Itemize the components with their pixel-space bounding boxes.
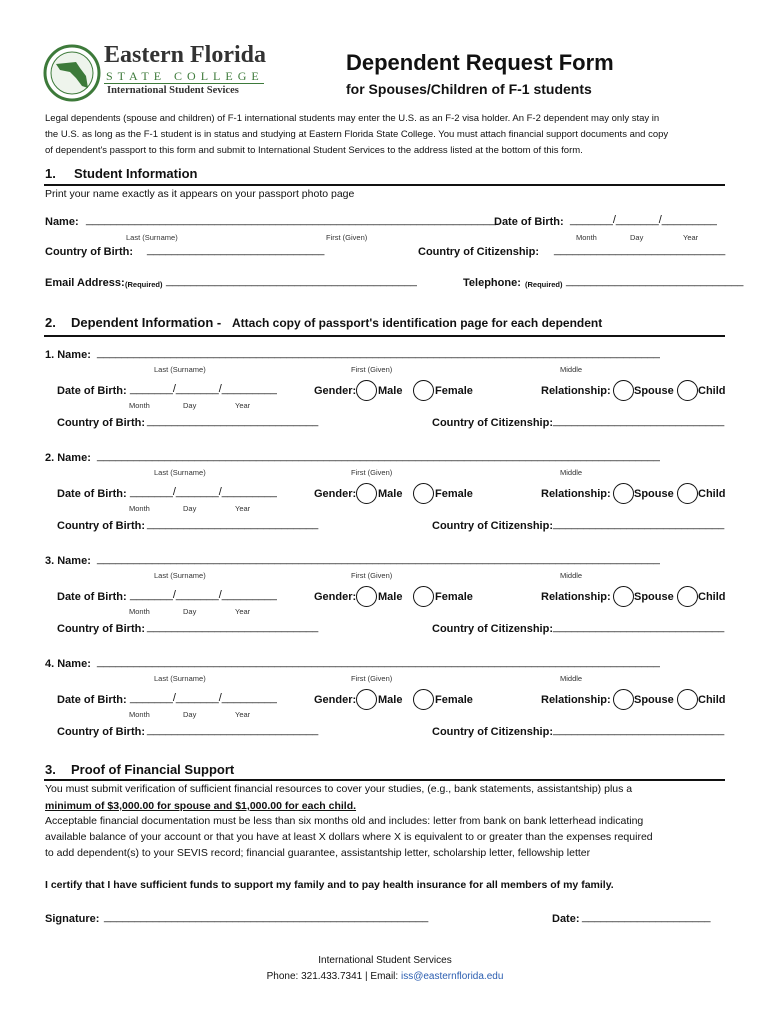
dependent-2-dob-month: Month (129, 504, 150, 513)
student-email-label: Email Address: (45, 277, 125, 289)
dependent-3-country-birth-field[interactable]: ____________________________ (147, 621, 319, 633)
dependent-3-dob-month: Month (129, 607, 150, 616)
dependent-1-dob-day: Day (183, 401, 197, 410)
dependent-3-dob-field[interactable]: _______/_______/_________ (130, 589, 277, 601)
dependent-2-dob-label: Date of Birth: (57, 488, 127, 500)
certify-statement: I certify that I have sufficient funds to support my family and to pay health insurance for all members of my family. (45, 879, 614, 891)
section3-rule (44, 779, 725, 781)
dependent-1-name-label: 1. Name: (45, 349, 91, 361)
section1-rule (44, 184, 725, 186)
student-dob-label: Date of Birth: (494, 216, 564, 228)
dependent-1-name-field[interactable]: ____________________________________________________________________________________________ (97, 347, 660, 359)
dependent-2-name-field[interactable]: ____________________________________________________________________________________________ (97, 450, 660, 462)
dependent-4-country-birth-field[interactable]: ____________________________ (147, 724, 319, 736)
dependent-1-country-birth-label: Country of Birth: (57, 417, 145, 429)
dependent-3-dob-year: Year (235, 607, 251, 616)
student-dob-year: Year (683, 233, 699, 242)
footer-office: International Student Services (318, 955, 452, 966)
dependent-2-country-birth-field[interactable]: ____________________________ (147, 518, 319, 530)
financial-line-4: available balance of your account or that you have at least X dollars where X is equivalent to or greater than the expenses required (45, 831, 653, 843)
dependent-3-spouse-label: Spouse (634, 591, 674, 603)
dependent-1-gender-label: Gender: (314, 385, 357, 397)
intro-line-1: Legal dependents (spouse and children) of F-1 international students may enter the U.S. as an F-2 visa holder. An F-2 dependent may only stay in (45, 113, 660, 124)
dependent-3-female-radio[interactable] (413, 586, 434, 607)
student-name-label: Name: (45, 216, 79, 228)
dependent-2-relationship-label: Relationship: (541, 488, 611, 500)
footer-contact (0, 971, 770, 982)
dependent-2-spouse-radio[interactable] (613, 483, 634, 504)
student-telephone-required: (Required) (525, 280, 563, 289)
dependent-1-dob-month: Month (129, 401, 150, 410)
dependent-4-country-citizenship-label: Country of Citizenship: (432, 726, 553, 738)
dependent-3-gender-label: Gender: (314, 591, 357, 603)
section2-title-note: Attach copy of passport's identification page for each dependent (232, 316, 603, 330)
section1-number: 1. (45, 166, 56, 181)
dependent-2-dob-year: Year (235, 504, 251, 513)
dependent-1-female-radio[interactable] (413, 380, 434, 401)
dependent-4-gender-label: Gender: (314, 694, 357, 706)
footer-phone: Phone: 321.433.7341 | Email: (266, 971, 399, 982)
dependent-1-spouse-label: Spouse (634, 385, 674, 397)
section2-number: 2. (45, 315, 56, 330)
intro-line-3: of dependent's passport to this form and submit to International Student Services to the address listed at the bottom of this form. (45, 145, 583, 156)
dependent-3-first-caption: First (Given) (351, 571, 393, 580)
dependent-1-dob-label: Date of Birth: (57, 385, 127, 397)
dependent-2-dob-day: Day (183, 504, 197, 513)
dependent-1-country-birth-field[interactable]: ____________________________ (147, 415, 319, 427)
student-name-field[interactable]: ___________________________________________________________________ (86, 214, 496, 226)
dependent-4-dob-label: Date of Birth: (57, 694, 127, 706)
dependent-1-first-caption: First (Given) (351, 365, 393, 374)
dependent-4-child-label: Child (698, 694, 726, 706)
dependent-2-country-citizenship-field[interactable]: ____________________________ (553, 518, 725, 530)
dependent-1-relationship-label: Relationship: (541, 385, 611, 397)
footer-email-link[interactable]: iss@easternflorida.edu (400, 971, 504, 982)
dependent-2-child-radio[interactable] (677, 483, 698, 504)
dependent-1-country-citizenship-field[interactable]: ____________________________ (553, 415, 725, 427)
dependent-3-middle-caption: Middle (560, 571, 583, 580)
dependent-2-dob-field[interactable]: _______/_______/_________ (130, 486, 277, 498)
student-email-field[interactable]: _________________________________________ (166, 275, 417, 287)
dependent-1-female-label: Female (435, 385, 473, 397)
section1-title: Student Information (74, 166, 198, 181)
dependent-1-last-caption: Last (Surname) (154, 365, 206, 374)
logo-emblem-icon (42, 42, 102, 104)
date-label: Date: (552, 913, 580, 925)
signature-field[interactable]: _____________________________________________________ (104, 911, 429, 923)
section2-rule (44, 335, 725, 337)
financial-line-2: minimum of $3,000.00 for spouse and $1,000.00 for each child. (45, 800, 357, 812)
college-name: Eastern Florida (104, 42, 266, 68)
dependent-2-gender-label: Gender: (314, 488, 357, 500)
dependent-1-dob-year: Year (235, 401, 251, 410)
dependent-4-dob-day: Day (183, 710, 197, 719)
student-first-caption: First (Given) (326, 233, 368, 242)
dependent-3-dob-label: Date of Birth: (57, 591, 127, 603)
student-email-required: (Required) (125, 280, 163, 289)
student-last-caption: Last (Surname) (126, 233, 178, 242)
dependent-4-female-radio[interactable] (413, 689, 434, 710)
dependent-3-child-label: Child (698, 591, 726, 603)
dependent-4-male-label: Male (378, 694, 403, 706)
dependent-1-middle-caption: Middle (560, 365, 583, 374)
dependent-3-female-label: Female (435, 591, 473, 603)
dependent-3-last-caption: Last (Surname) (154, 571, 206, 580)
dependent-2-child-label: Child (698, 488, 726, 500)
dependent-2-female-label: Female (435, 488, 473, 500)
dependent-3-male-label: Male (378, 591, 403, 603)
signature-label: Signature: (45, 913, 100, 925)
dependent-2-country-birth-label: Country of Birth: (57, 520, 145, 532)
dependent-2-name-label: 2. Name: (45, 452, 91, 464)
dependent-1-country-citizenship-label: Country of Citizenship: (432, 417, 553, 429)
dependent-1-male-label: Male (378, 385, 403, 397)
college-logo (42, 40, 272, 106)
dependent-4-name-field[interactable]: ____________________________________________________________________________________________ (97, 656, 660, 668)
dependent-3-country-citizenship-label: Country of Citizenship: (432, 623, 553, 635)
student-telephone-label: Telephone: (463, 277, 521, 289)
section2-title: Dependent Information - (71, 315, 222, 330)
dependent-3-name-field[interactable]: ____________________________________________________________________________________________ (97, 553, 660, 565)
intro-line-2: the U.S. as long as the F-1 student is in status and studying at Eastern Florida State College. You must attach financial support documents and copy (45, 129, 669, 140)
dependent-4-first-caption: First (Given) (351, 674, 393, 683)
dependent-2-spouse-label: Spouse (634, 488, 674, 500)
dependent-2-male-label: Male (378, 488, 403, 500)
student-dob-field[interactable]: _______/_______/_________ (570, 214, 717, 226)
form-title: Dependent Request Form (346, 50, 614, 75)
dependent-1-dob-field[interactable]: _______/_______/_________ (130, 383, 277, 395)
dependent-3-male-radio[interactable] (356, 586, 377, 607)
student-country-birth-field[interactable]: _____________________________ (147, 244, 325, 256)
dependent-4-country-citizenship-field[interactable]: ____________________________ (553, 724, 725, 736)
dependent-4-middle-caption: Middle (560, 674, 583, 683)
form-subtitle: for Spouses/Children of F-1 students (346, 81, 592, 97)
section3-title: Proof of Financial Support (71, 762, 235, 777)
dependent-4-spouse-radio[interactable] (613, 689, 634, 710)
dependent-1-male-radio[interactable] (356, 380, 377, 401)
dependent-4-female-label: Female (435, 694, 473, 706)
dependent-4-dob-month: Month (129, 710, 150, 719)
dependent-4-relationship-label: Relationship: (541, 694, 611, 706)
dependent-2-female-radio[interactable] (413, 483, 434, 504)
financial-line-1: You must submit verification of sufficient financial resources to cover your studies, (e.g., bank statements, assistantship) plus a (45, 783, 633, 795)
student-dob-month: Month (576, 233, 597, 242)
dependent-3-dob-day: Day (183, 607, 197, 616)
student-dob-day: Day (630, 233, 644, 242)
college-subname: STATE COLLEGE (106, 69, 264, 83)
section3-number: 3. (45, 762, 56, 777)
department-name: International Student Sevices (107, 85, 239, 96)
financial-line-3: Acceptable financial documentation must be less than six months old and includes: letter from bank on bank letterhead indicating (45, 815, 644, 827)
dependent-2-male-radio[interactable] (356, 483, 377, 504)
dependent-2-middle-caption: Middle (560, 468, 583, 477)
dependent-2-first-caption: First (Given) (351, 468, 393, 477)
student-country-birth-label: Country of Birth: (45, 246, 133, 258)
dependent-4-last-caption: Last (Surname) (154, 674, 206, 683)
dependent-3-child-radio[interactable] (677, 586, 698, 607)
dependent-2-country-citizenship-label: Country of Citizenship: (432, 520, 553, 532)
dependent-3-relationship-label: Relationship: (541, 591, 611, 603)
logo-divider (104, 83, 264, 84)
dependent-2-last-caption: Last (Surname) (154, 468, 206, 477)
student-country-citizenship-label: Country of Citizenship: (418, 246, 539, 258)
dependent-1-spouse-radio[interactable] (613, 380, 634, 401)
dependent-4-dob-year: Year (235, 710, 251, 719)
dependent-3-name-label: 3. Name: (45, 555, 91, 567)
dependent-1-child-radio[interactable] (677, 380, 698, 401)
dependent-4-name-label: 4. Name: (45, 658, 91, 670)
student-country-citizenship-field[interactable]: ____________________________ (554, 244, 726, 256)
date-field[interactable]: _____________________ (582, 911, 711, 923)
dependent-1-child-label: Child (698, 385, 726, 397)
dependent-4-country-birth-label: Country of Birth: (57, 726, 145, 738)
student-telephone-field[interactable]: _____________________________ (566, 275, 744, 287)
financial-line-5: to add dependent(s) to your SEVIS record; financial guarantee, assistantship letter, scholarship letter, fellowship letter (45, 847, 591, 859)
dependent-3-spouse-radio[interactable] (613, 586, 634, 607)
dependent-3-country-birth-label: Country of Birth: (57, 623, 145, 635)
dependent-4-male-radio[interactable] (356, 689, 377, 710)
dependent-4-dob-field[interactable]: _______/_______/_________ (130, 692, 277, 704)
dependent-3-country-citizenship-field[interactable]: ____________________________ (553, 621, 725, 633)
dependent-4-spouse-label: Spouse (634, 694, 674, 706)
section1-instruction: Print your name exactly as it appears on your passport photo page (45, 188, 355, 200)
dependent-4-child-radio[interactable] (677, 689, 698, 710)
